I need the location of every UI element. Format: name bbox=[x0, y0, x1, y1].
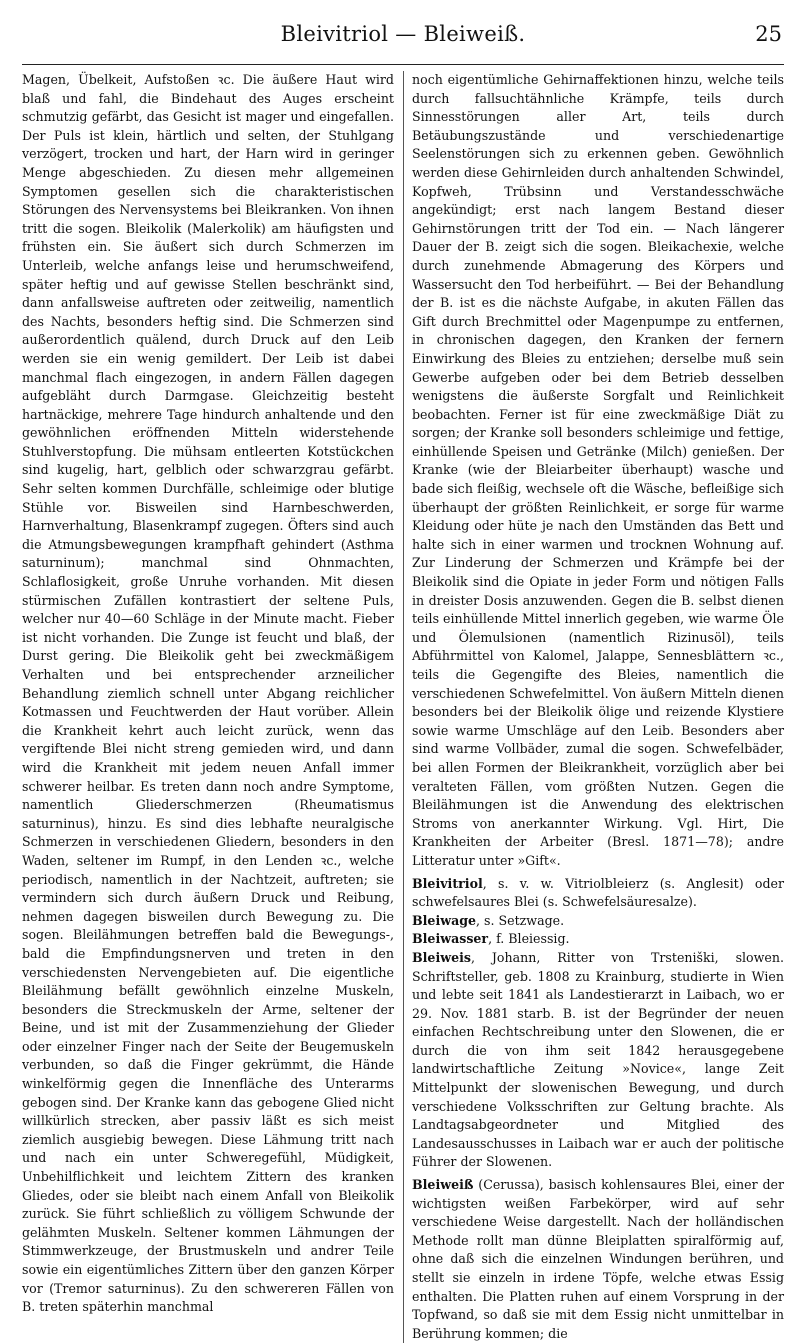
left-column bbox=[22, 71, 394, 1317]
entry-text: , f. Bleiessig. bbox=[488, 931, 570, 947]
entry-text: , Johann, Ritter von Trsteniški, slowen. Schriftsteller, geb. 1808 zu Krainburg, studierte in Wien und lebte seit 1841 als Landestierarzt in Laibach, wo er 29. Nov. 1881 starb. B. ist der Begründer der neuen einfachen Rechtschreibung unter den Slowenen, die er durch die von ihm seit 1842 herausgegebene landwirtschaftliche Zeitung »Novice«, lange Zeit Mittelpunkt der slowenischen Bewegung, und durch verschiedene Volksschriften zur Geltung brachte. Als Landtagsabgeordneter und Mitglied des Landesausschusses in Laibach war er auch der politische Führer der Slowenen. bbox=[412, 949, 784, 1170]
entry-bleiwage bbox=[412, 912, 784, 931]
entry-bleiwasser bbox=[412, 930, 784, 949]
entry-text: , s. v. w. Vitriolbleierz (s. Anglesit) oder schwefelsaures Blei (s. Schwefelsäuresalze). bbox=[412, 875, 784, 910]
lemma: Bleiwasser bbox=[412, 931, 489, 947]
lemma: Bleiweiß bbox=[412, 1177, 474, 1193]
text-columns bbox=[22, 71, 784, 1343]
running-title: Bleivitriol — Bleiweiß. bbox=[280, 22, 526, 46]
entry-text: (Cerussa), basisch kohlensaures Blei, einer der wichtigsten weißen Farbekörper, wird auf sehr verschiedene Weise dargestellt. Nach der holländischen Methode rollt man dünne Bleiplatten spiralförmig auf, ohne daß sich die einzelnen Windungen berühren, und stellt sie einzeln in irdene Töpfe, welche etwas Essig enthalten. Die Platten ruhen auf einem Vorsprung in der Topfwand, so daß sie mit dem Essig nicht unmittelbar in Berührung kommen; die bbox=[412, 1177, 784, 1341]
paragraph-bleivergiftung-continued: Magen, Übelkeit, Aufstoßen ꝛc. Die äußere Haut wird blaß und fahl, die Bindehaut des Auges erscheint schmutzig gefärbt, das Gesicht ist mager und eingefallen. Der Puls ist klein, härtlich und selten, der Stuhlgang verzögert, trocken und hart, der Harn wird in geringer Menge abgeschieden. Zu diesen mehr allgemeinen Symptomen gesellen sich die charakteristischen Störungen des Nervensystems bei Bleikranken. Von ihnen tritt die sogen. Bleikolik (Malerkolik) am häufigsten und frühsten ein. Sie äußert sich durch Schmerzen im Unterleib, welche anfangs leise und herumschweifend, später heftig und auf gewisse Stellen beschränkt sind, dann anfallsweise auftreten oder zeitweilig, namentlich des Nachts, besonders heftig sind. Die Schmerzen sind außerordentlich quälend, durch Druck auf den Leib werden sie ein wenig gemildert. Der Leib ist dabei manchmal flach eingezogen, in andern Fällen dagegen aufgebläht durch Darmgase. Gleichzeitig besteht hartnäckige, mehrere Tage hindurch anhaltende und den gewöhnlichen eröffnenden Mitteln widerstehende Stuhlverstopfung. Die mühsam entleerten Kotstückchen sind kugelig, hart, gelblich oder schwarzgrau gefärbt. Sehr selten kommen Durchfälle, schleimige oder blutige Stühle vor. Bisweilen sind Harnbeschwerden, Harnverhaltung, Blasenkrampf zugegen. Öfters sind auch die Atmungsbewegungen krampfhaft gehindert (Asthma saturninum); manchmal sind Ohnmachten, Schlaflosigkeit, große Unruhe vorhanden. Mit diesen stürmischen Zufällen kontrastiert der seltene Puls, welcher nur 40—60 Schläge in der Minute macht. Fieber ist nicht vorhanden. Die Zunge ist feucht und blaß, der Durst gering. Die Bleikolik geht bei zweckmäßigem Verhalten und bei entsprechender arzneilicher Behandlung ziemlich schnell unter Abgang reichlicher Kotmassen und Feuchtwerden der Haut vorüber. Allein die Krankheit kehrt auch leicht zurück, wenn das vergiftende Blei nicht streng gemieden wird, und dann wird die Krankheit mit jedem neuen Anfall immer schwerer heilbar. Es treten dann noch andre Symptome, namentlich Gliederschmerzen (Rheumatismus saturninus), hinzu. Es sind dies lebhafte neuralgische Schmerzen in verschiedenen Gliedern, besonders in den Waden, seltener im Rumpf, in den Lenden ꝛc., welche periodisch, namentlich in der Nachtzeit, auftreten; sie vermindern sich durch äußern Druck und Reibung, nehmen dagegen bisweilen durch Bewegung zu. Die sogen. Bleilähmungen betreffen bald die Bewegungs-, bald die Empfindungsnerven und treten in den verschiedensten Nervengebieten auf. Die eigentliche Bleilähmung befällt gewöhnlich einzelne Muskeln, besonders die Streckmuskeln der Arme, seltener der Beine, und ist mit der Zusammenziehung der Glieder oder einzelner Finger nach der Seite der Beugemuskeln verbunden, so daß die Finger gekrümmt, die Hände winkelförmig gegen die Innenfläche des Unterarms gebogen sind. Der Kranke kann das gebogene Glied nicht willkürlich strecken, aber passiv läßt es sich meist ziemlich ausgiebig bewegen. Diese Lähmung tritt nach und nach ein unter Schweregefühl, Müdigkeit, Unbehilflichkeit und leichtem Zittern des kranken Gliedes, oder sie bleibt nach einem Anfall von Bleikolik zurück. Sie führt schließlich zu völligem Schwunde der gelähmten Muskeln. Seltener kommen Lähmungen der Stimmwerkzeuge, der Brustmuskeln und andrer Teile sowie ein eigentümliches Zittern über den ganzen Körper vor (Tremor saturninus). Zu den schwereren Fällen von B. treten späterhin manchmal bbox=[22, 72, 394, 1315]
entry-bleiweiss bbox=[412, 1176, 784, 1343]
lemma: Bleiwage bbox=[412, 912, 477, 928]
right-column bbox=[412, 71, 784, 1343]
paragraph-continuation: noch eigentümliche Gehirnaffektionen hinzu, welche teils durch fallsuchtähnliche Krämpfe, teils durch Sinnesstörungen aller Art, teils durch Betäubungszustände und verschiedenartige Seelenstörungen sich zu erkennen geben. Gewöhnlich werden diese Gehirnleiden durch anhaltenden Schwindel, Kopfweh, Trübsinn und Verstandesschwäche angekündigt; erst nach langem Bestand dieser Gehirnstörungen tritt der Tod ein. — Nach längerer Dauer der B. zeigt sich die sogen. Bleikachexie, welche durch zunehmende Abmagerung des Körpers und Wassersucht den Tod herbeiführt. — Bei der Behandlung der B. ist es die nächste Aufgabe, in akuten Fällen das Gift durch Brechmittel oder Magenpumpe zu entfernen, in chronischen dagegen, den Kranken der fernern Einwirkung des Bleies zu entziehen; derselbe muß sein Gewerbe aufgeben oder bei dem Betrieb desselben wenigstens die äußerste Sorgfalt und Reinlichkeit beobachten. Ferner ist für eine zweckmäßige Diät zu sorgen; der Kranke soll besonders schleimige und fettige, einhüllende Speisen und Getränke (Milch) genießen. Der Kranke (wie der Bleiarbeiter überhaupt) wasche und bade sich fleißig, wechsele oft die Wäsche, befleißige sich überhaupt der größten Reinlichkeit, er sorge für warme Kleidung oder hüte je nach den Umständen das Bett und halte sich in einer warmen und trocknen Wohnung auf. Zur Linderung der Schmerzen und Krämpfe bei der Bleikolik sind die Opiate in jeder Form und nötigen Falls in dreister Dosis anzuwenden. Gegen die B. selbst dienen teils einhüllende Mittel innerlich gegeben, wie warme Öle und Ölemulsionen (namentlich Rizinusöl), teils Abführmittel von Kalomel, Jalappe, Sennesblättern ꝛc., teils die Gegengifte des Bleies, namentlich die verschiedenen Schwefelmittel. Von äußern Mitteln dienen besonders bei der Bleikolik ölige und reizende Klystiere sowie warme Umschläge auf den Leib. Besonders aber sind warme Vollbäder, zumal die sogen. Schwefelbäder, bei allen Formen der Bleikrankheit, vorzüglich aber bei veralteten Fällen, vom größten Nutzen. Gegen die Bleilähmungen ist die Anwendung des elektrischen Stroms von anerkannter Wirkung. Vgl. Hirt, Die Krankheiten der Arbeiter (Bresl. 1871—78); andre Litteratur unter »Gift«. bbox=[412, 72, 784, 868]
page-number: 25 bbox=[755, 22, 782, 46]
entry-bleivitriol bbox=[412, 875, 784, 912]
entry-bleiweis-johann bbox=[412, 949, 784, 1172]
entry-text: , s. Setzwage. bbox=[476, 912, 565, 928]
lemma: Bleivitriol bbox=[412, 875, 483, 891]
page-header bbox=[22, 14, 784, 65]
column-divider bbox=[403, 71, 404, 1343]
lemma: Bleiweis bbox=[412, 949, 471, 965]
